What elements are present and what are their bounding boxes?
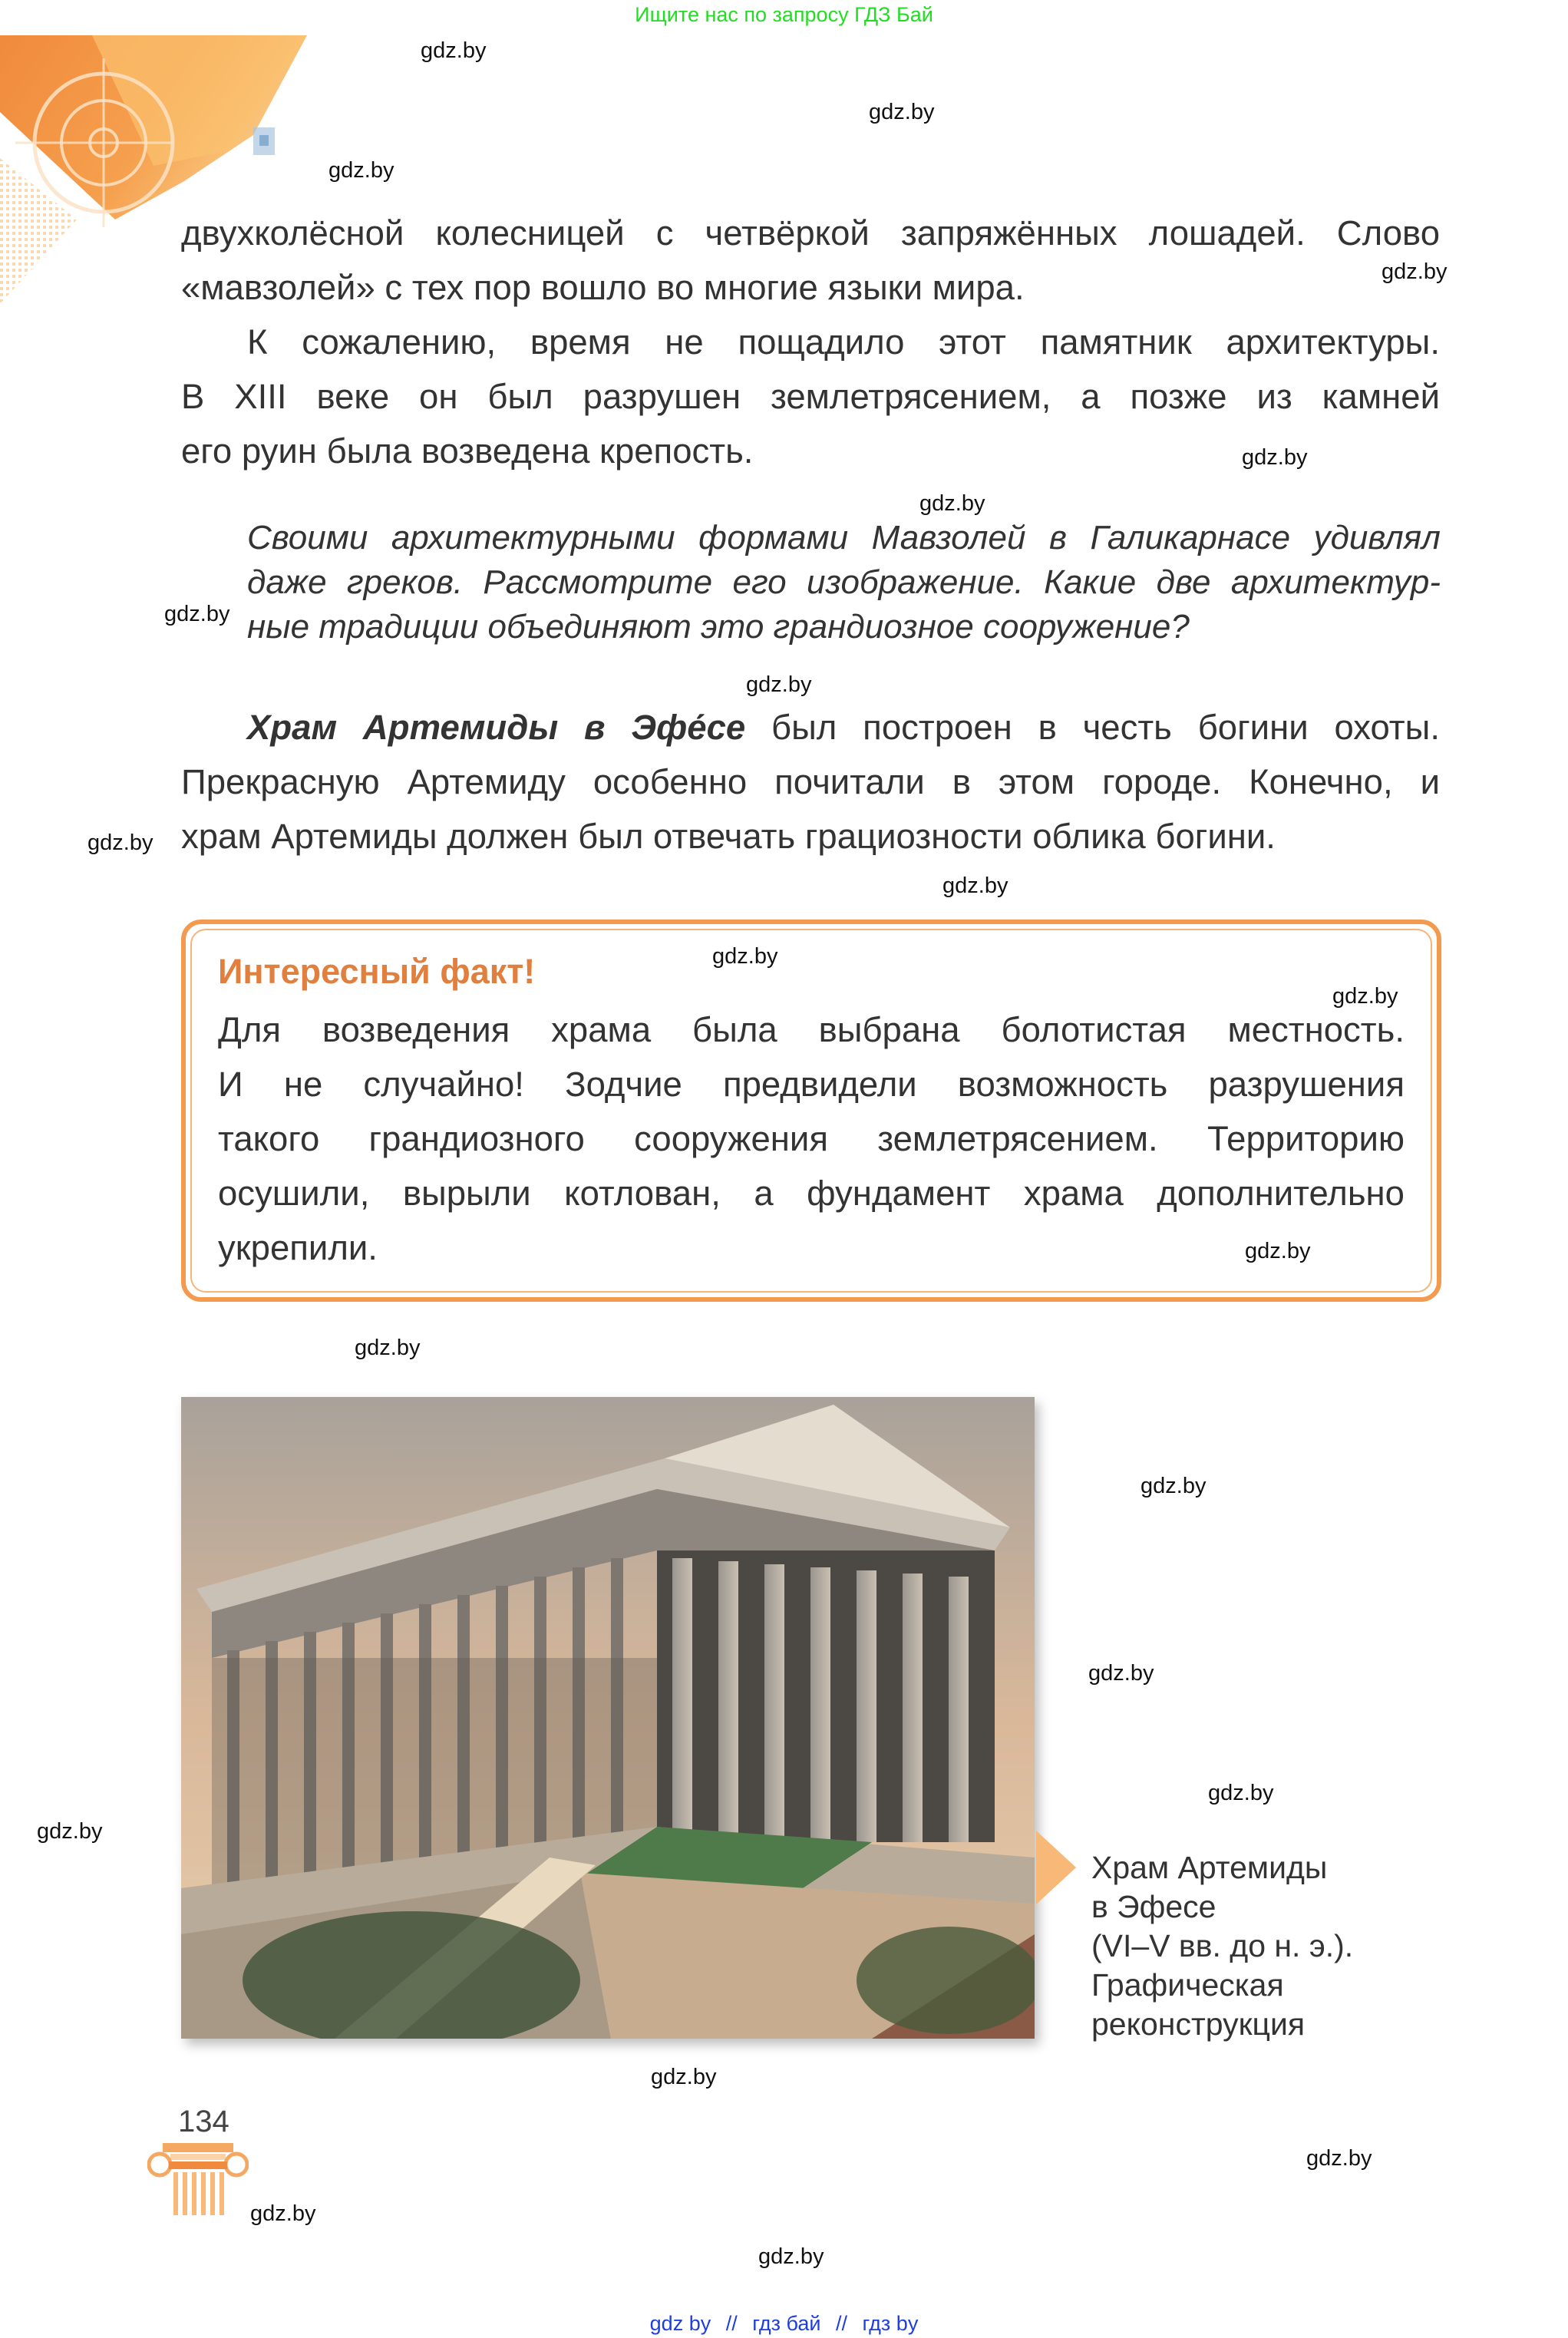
paragraph-destruction (181, 315, 1440, 478)
question-line: ные традиции объединяют это грандиозное сооружение? (247, 608, 1190, 646)
watermark: gdz.by (1208, 1781, 1274, 1805)
page-number: 134 (178, 2105, 229, 2138)
watermark: gdz.by (869, 100, 935, 124)
promo-banner-text: Ищите нас по запросу ГДЗ Бай (635, 3, 933, 26)
fact-box-text (218, 1002, 1405, 1275)
text-line: двухколёсной колесницей с четвёркой запряжённых лошадей. Слово (181, 213, 1440, 253)
paragraph-temple-artemis (181, 700, 1440, 864)
watermark: gdz.by (87, 831, 153, 855)
watermark: gdz.by (328, 158, 394, 183)
text-line: такого грандиозного сооружения землетрясением. Территорию (218, 1119, 1405, 1158)
ionic-column-icon (147, 2142, 249, 2218)
watermark: gdz.by (355, 1336, 421, 1360)
caption-line: реконструкция (1091, 2006, 1306, 2042)
text-fragment: был построен в честь богини охоты. (745, 708, 1440, 747)
watermark: gdz.by (1306, 2146, 1372, 2171)
text-line: укрепили. (218, 1228, 378, 1267)
caption-line: Храм Артемиды (1091, 1850, 1328, 1885)
text-line: его руин была возведена крепость. (181, 431, 754, 471)
watermark: gdz.by (1088, 1661, 1154, 1686)
temple-of-artemis-illustration (181, 1397, 1035, 2039)
question-line: даже греков. Рассмотрите его изображение. Какие две архитектур- (247, 563, 1441, 601)
watermark: gdz.by (758, 2244, 824, 2269)
term-temple-artemis: Храм Артемиды в Эфе́се (247, 708, 746, 747)
text-line: «мавзолей» с тех пор вошло во многие языки мира. (181, 268, 1025, 307)
watermark: gdz.by (250, 2201, 316, 2226)
watermark: gdz.by (746, 672, 812, 697)
watermark: gdz.by (421, 38, 487, 63)
watermark: gdz.by (1245, 1239, 1311, 1263)
footer-link-gdz-bai[interactable]: гдз бай (752, 2312, 821, 2335)
watermark: gdz.by (651, 2065, 717, 2089)
caption-line: (VI–V вв. до н. э.). (1091, 1928, 1354, 1963)
watermark: gdz.by (942, 873, 1008, 898)
watermark: gdz.by (712, 944, 778, 969)
footer-separator: // (836, 2312, 848, 2335)
watermark: gdz.by (1242, 445, 1308, 470)
text-line: Прекрасную Артемиду особенно почитали в этом городе. Конечно, и (181, 762, 1440, 801)
footer-links (0, 2312, 1568, 2336)
paragraph-mausoleum-word (181, 206, 1440, 315)
footer-link-gdz-by[interactable]: gdz by (649, 2312, 711, 2335)
watermark: gdz.by (919, 491, 985, 516)
watermark: gdz.by (164, 602, 230, 626)
footer-separator: // (725, 2312, 738, 2335)
text-line: И не случайно! Зодчие предвидели возможность разрушения (218, 1065, 1405, 1104)
caption-line: Графическая (1091, 1967, 1284, 2003)
text-line (181, 700, 1440, 755)
watermark: gdz.by (1141, 1474, 1207, 1498)
text-line: В XIII веке он был разрушен землетрясением, а позже из камней (181, 377, 1440, 416)
footer-link-gdz-by-cyr[interactable]: гдз by (862, 2312, 919, 2335)
caption-line: в Эфесе (1091, 1889, 1216, 1924)
text-line: осушили, вырыли котлован, а фундамент храма дополнительно (218, 1174, 1405, 1213)
question-line: Своими архитектурными формами Мавзолей в Галикарнасе удивлял (247, 519, 1441, 556)
watermark: gdz.by (37, 1819, 103, 1844)
question-block (247, 516, 1441, 649)
fact-box-title: Интересный факт! (218, 952, 536, 991)
watermark: gdz.by (1381, 259, 1448, 284)
figure-caption (1091, 1848, 1353, 2044)
caption-pointer-icon (1036, 1831, 1076, 1904)
watermark: gdz.by (1332, 984, 1398, 1009)
text-line: храм Артемиды должен был отвечать грациозности облика богини. (181, 817, 1276, 856)
text-line: Для возведения храма была выбрана болотистая местность. (218, 1010, 1405, 1049)
text-line: К сожалению, время не пощадило этот памятник архитектуры. (247, 322, 1440, 362)
